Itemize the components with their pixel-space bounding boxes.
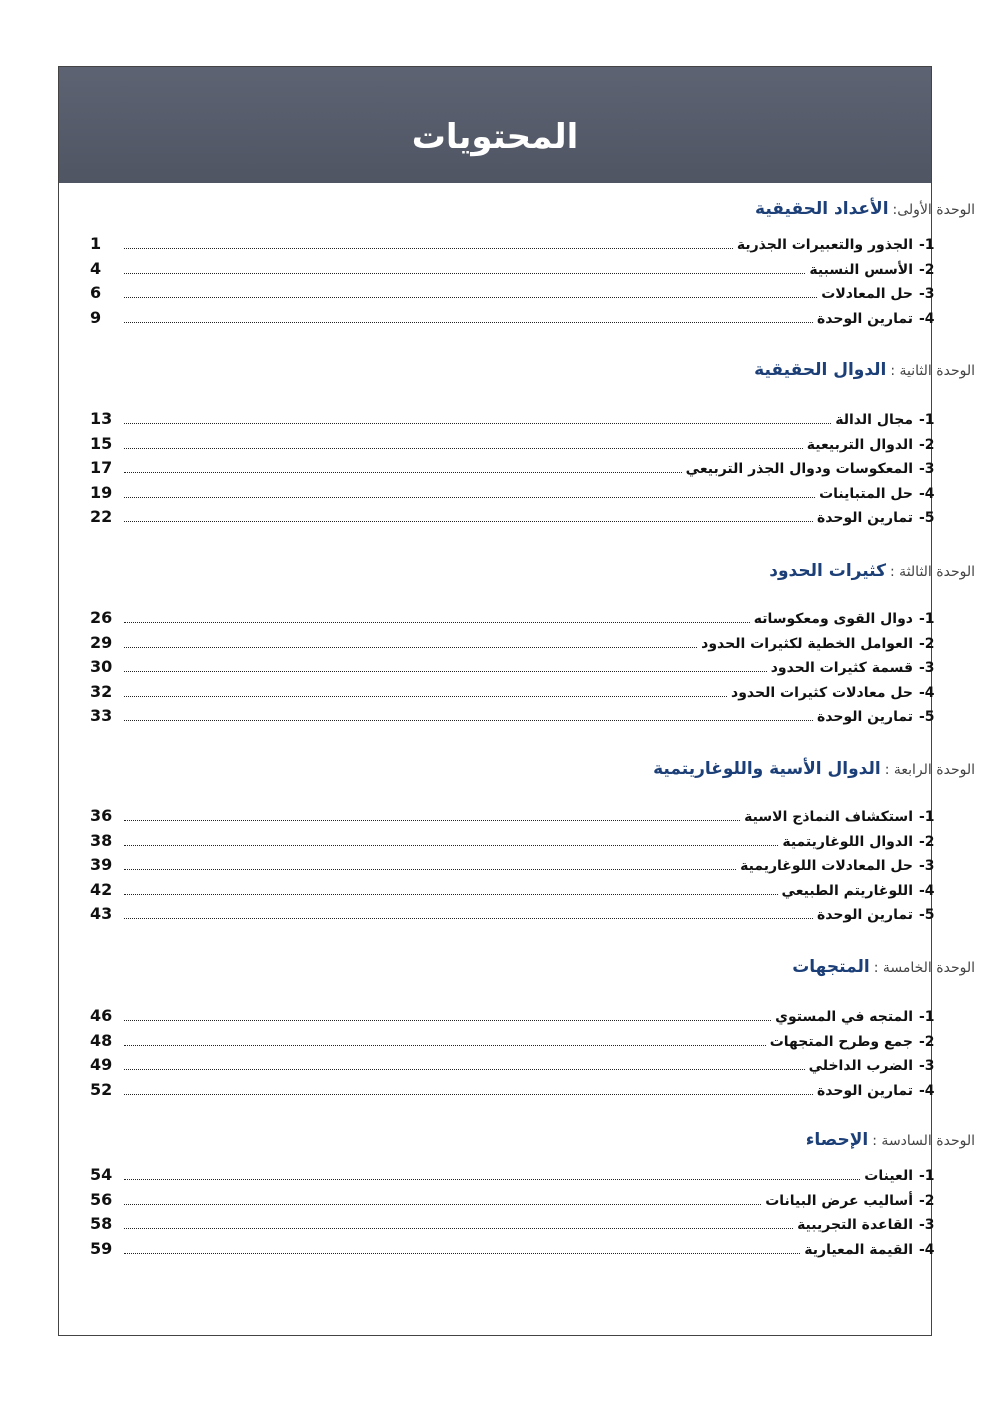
dot-leader xyxy=(124,810,740,821)
lesson-number: -4 xyxy=(919,485,935,502)
dot-leader xyxy=(124,438,803,449)
dot-leader xyxy=(124,612,750,623)
toc-entry xyxy=(90,682,947,704)
unit-name: الدوال الحقيقية xyxy=(754,360,887,380)
unit-label: الوحدة الخامسة : xyxy=(873,960,975,976)
toc-entry xyxy=(90,855,947,877)
page-number: 13 xyxy=(90,409,113,428)
toc-entry xyxy=(90,1006,947,1028)
page-number: 30 xyxy=(90,657,113,676)
lesson-number: -2 xyxy=(919,261,935,278)
unit-name: المتجهات xyxy=(792,957,870,977)
lesson-number: -1 xyxy=(919,1168,935,1184)
toc-entry xyxy=(90,434,947,456)
dot-leader xyxy=(124,1169,860,1180)
dot-leader xyxy=(124,312,813,323)
unit-name: كثيرات الحدود xyxy=(769,561,887,581)
unit-heading xyxy=(806,1130,975,1150)
page-number: 6 xyxy=(90,283,102,302)
page-number: 48 xyxy=(90,1030,113,1050)
lesson-title: العينات xyxy=(864,1168,913,1184)
lesson-title: جمع وطرح المتجهات xyxy=(769,1033,913,1050)
dot-leader xyxy=(124,859,736,870)
lesson-title: القاعدة التجريبية xyxy=(797,1217,913,1233)
dot-leader xyxy=(124,710,813,721)
page-number: 59 xyxy=(90,1238,113,1258)
lesson-title: حل المعادلات اللوغاريمية xyxy=(740,858,913,874)
toc-entry xyxy=(90,458,947,480)
lesson-number: -1 xyxy=(919,237,935,253)
dot-leader xyxy=(124,637,697,648)
lesson-number: -4 xyxy=(919,684,935,701)
lesson-title: دوال القوى ومعكوساته xyxy=(753,611,913,627)
lesson-number: -4 xyxy=(919,1082,935,1099)
lesson-title: تمارين الوحدة xyxy=(817,907,913,923)
page-number: 26 xyxy=(90,608,113,627)
page-number: 49 xyxy=(90,1055,113,1074)
toc-entry xyxy=(90,1055,947,1077)
dot-leader xyxy=(124,1010,771,1021)
toc-entry xyxy=(90,831,947,853)
lesson-number: -1 xyxy=(919,611,935,627)
dot-leader xyxy=(124,413,831,424)
dot-leader xyxy=(124,1059,805,1070)
page-number: 9 xyxy=(90,307,102,327)
toc-entry xyxy=(90,483,947,505)
lesson-title: القيمة المعيارية xyxy=(804,1241,913,1258)
page-number: 58 xyxy=(90,1214,113,1233)
unit-label: الوحدة الثانية : xyxy=(890,363,975,379)
dot-leader xyxy=(124,1243,800,1254)
lesson-number: -4 xyxy=(919,310,935,327)
dot-leader xyxy=(124,1084,813,1095)
lesson-title: حل المعادلات xyxy=(821,286,913,302)
unit-label: الوحدة الرابعة : xyxy=(884,762,975,778)
lesson-number: -2 xyxy=(919,833,935,850)
lesson-title: المعكوسات ودوال الجذر التربيعي xyxy=(685,461,913,477)
dot-leader xyxy=(124,661,767,672)
toc-entry xyxy=(90,234,947,256)
dot-leader xyxy=(124,686,727,697)
lesson-title: تمارين الوحدة xyxy=(817,1082,913,1099)
lesson-number: -3 xyxy=(919,286,935,302)
page-number: 19 xyxy=(90,482,113,502)
dot-leader xyxy=(124,908,813,919)
page-number: 52 xyxy=(90,1079,113,1099)
lesson-number: -1 xyxy=(919,809,935,825)
lesson-number: -3 xyxy=(919,1058,935,1074)
dot-leader xyxy=(124,263,805,274)
lesson-title: الدوال التربيعية xyxy=(806,436,913,453)
dot-leader xyxy=(124,835,778,846)
dot-leader xyxy=(124,287,817,298)
lesson-title: الضرب الداخلي xyxy=(808,1058,913,1074)
toc-entry xyxy=(90,657,947,679)
lesson-number: -3 xyxy=(919,858,935,874)
lesson-number: -2 xyxy=(919,436,935,453)
lesson-title: استكشاف النماذج الاسية xyxy=(744,809,913,825)
toc-entry xyxy=(90,706,947,728)
lesson-title: تمارين الوحدة xyxy=(817,510,913,526)
toc-entry xyxy=(90,1165,947,1187)
page-number: 46 xyxy=(90,1006,113,1025)
page-number: 33 xyxy=(90,706,113,725)
page-number: 22 xyxy=(90,507,113,526)
toc-entry xyxy=(90,308,947,330)
lesson-title: العوامل الخطية لكثيرات الحدود xyxy=(701,635,913,652)
toc-entry xyxy=(90,1214,947,1236)
page-number: 17 xyxy=(90,458,113,477)
lesson-title: تمارين الوحدة xyxy=(817,310,913,327)
dot-leader xyxy=(124,487,815,498)
dot-leader xyxy=(124,1194,761,1205)
page-number: 4 xyxy=(90,258,102,278)
unit-heading xyxy=(769,561,975,581)
unit-name: الدوال الأسية واللوغاريتمية xyxy=(653,759,881,779)
dot-leader xyxy=(124,1218,793,1229)
page-number: 56 xyxy=(90,1189,113,1209)
unit-label: الوحدة السادسة : xyxy=(872,1133,975,1149)
toc-entry xyxy=(90,259,947,281)
dot-leader xyxy=(124,238,733,249)
lesson-title: أساليب عرض البيانات xyxy=(765,1192,913,1209)
toc-entry xyxy=(90,409,947,431)
dot-leader xyxy=(124,1035,766,1046)
lesson-title: قسمة كثيرات الحدود xyxy=(770,660,913,676)
unit-name: الأعداد الحقيقية xyxy=(755,199,889,219)
toc-entry xyxy=(90,880,947,902)
toc-entry xyxy=(90,1239,947,1261)
page-number: 39 xyxy=(90,855,113,874)
lesson-number: -1 xyxy=(919,1009,935,1025)
lesson-number: -3 xyxy=(919,461,935,477)
lesson-number: -2 xyxy=(919,635,935,652)
lesson-number: -2 xyxy=(919,1033,935,1050)
toc-entry xyxy=(90,283,947,305)
header-banner xyxy=(59,67,931,183)
unit-label: الوحدة الثالثة : xyxy=(890,564,975,580)
unit-heading xyxy=(754,360,975,380)
lesson-title: الأسس النسبية xyxy=(809,261,913,278)
page-number: 43 xyxy=(90,904,113,923)
toc-entry xyxy=(90,904,947,926)
unit-heading xyxy=(653,759,975,779)
lesson-number: -1 xyxy=(919,412,935,428)
dot-leader xyxy=(124,462,682,473)
page-number: 36 xyxy=(90,806,113,825)
toc-entry xyxy=(90,806,947,828)
page-number: 32 xyxy=(90,681,113,701)
dot-leader xyxy=(124,884,778,895)
unit-name: الإحصاء xyxy=(805,1130,869,1150)
page-number: 1 xyxy=(90,234,102,253)
lesson-title: حل معادلات كثيرات الحدود xyxy=(731,684,913,701)
lesson-title: المتجه في المستوي xyxy=(775,1009,913,1025)
page-number: 15 xyxy=(90,433,113,453)
page-number: 54 xyxy=(90,1165,113,1184)
lesson-number: -5 xyxy=(919,510,935,526)
lesson-number: -4 xyxy=(919,882,935,899)
page-number: 38 xyxy=(90,830,113,850)
page-title: المحتويات xyxy=(411,117,579,157)
lesson-number: -4 xyxy=(919,1241,935,1258)
toc-entry xyxy=(90,633,947,655)
toc-entry xyxy=(90,1031,947,1053)
page-number: 29 xyxy=(90,632,113,652)
lesson-title: مجال الدالة xyxy=(835,412,913,428)
toc-entry xyxy=(90,507,947,529)
lesson-title: الدوال اللوغاريتمية xyxy=(782,833,913,850)
lesson-title: حل المتباينات xyxy=(819,485,913,502)
unit-heading xyxy=(755,199,975,219)
lesson-number: -2 xyxy=(919,1192,935,1209)
lesson-title: الجذور والتعبيرات الجذرية xyxy=(736,237,913,253)
dot-leader xyxy=(124,511,813,522)
lesson-title: اللوغاريتم الطبيعي xyxy=(781,882,913,899)
lesson-title: تمارين الوحدة xyxy=(817,709,913,725)
toc-entry xyxy=(90,1080,947,1102)
toc-entry xyxy=(90,608,947,630)
lesson-number: -3 xyxy=(919,660,935,676)
lesson-number: -3 xyxy=(919,1217,935,1233)
lesson-number: -5 xyxy=(919,709,935,725)
page-number: 42 xyxy=(90,879,113,899)
toc-entry xyxy=(90,1190,947,1212)
lesson-number: -5 xyxy=(919,907,935,923)
unit-label: الوحدة الأولى: xyxy=(892,202,975,218)
unit-heading xyxy=(792,957,975,977)
